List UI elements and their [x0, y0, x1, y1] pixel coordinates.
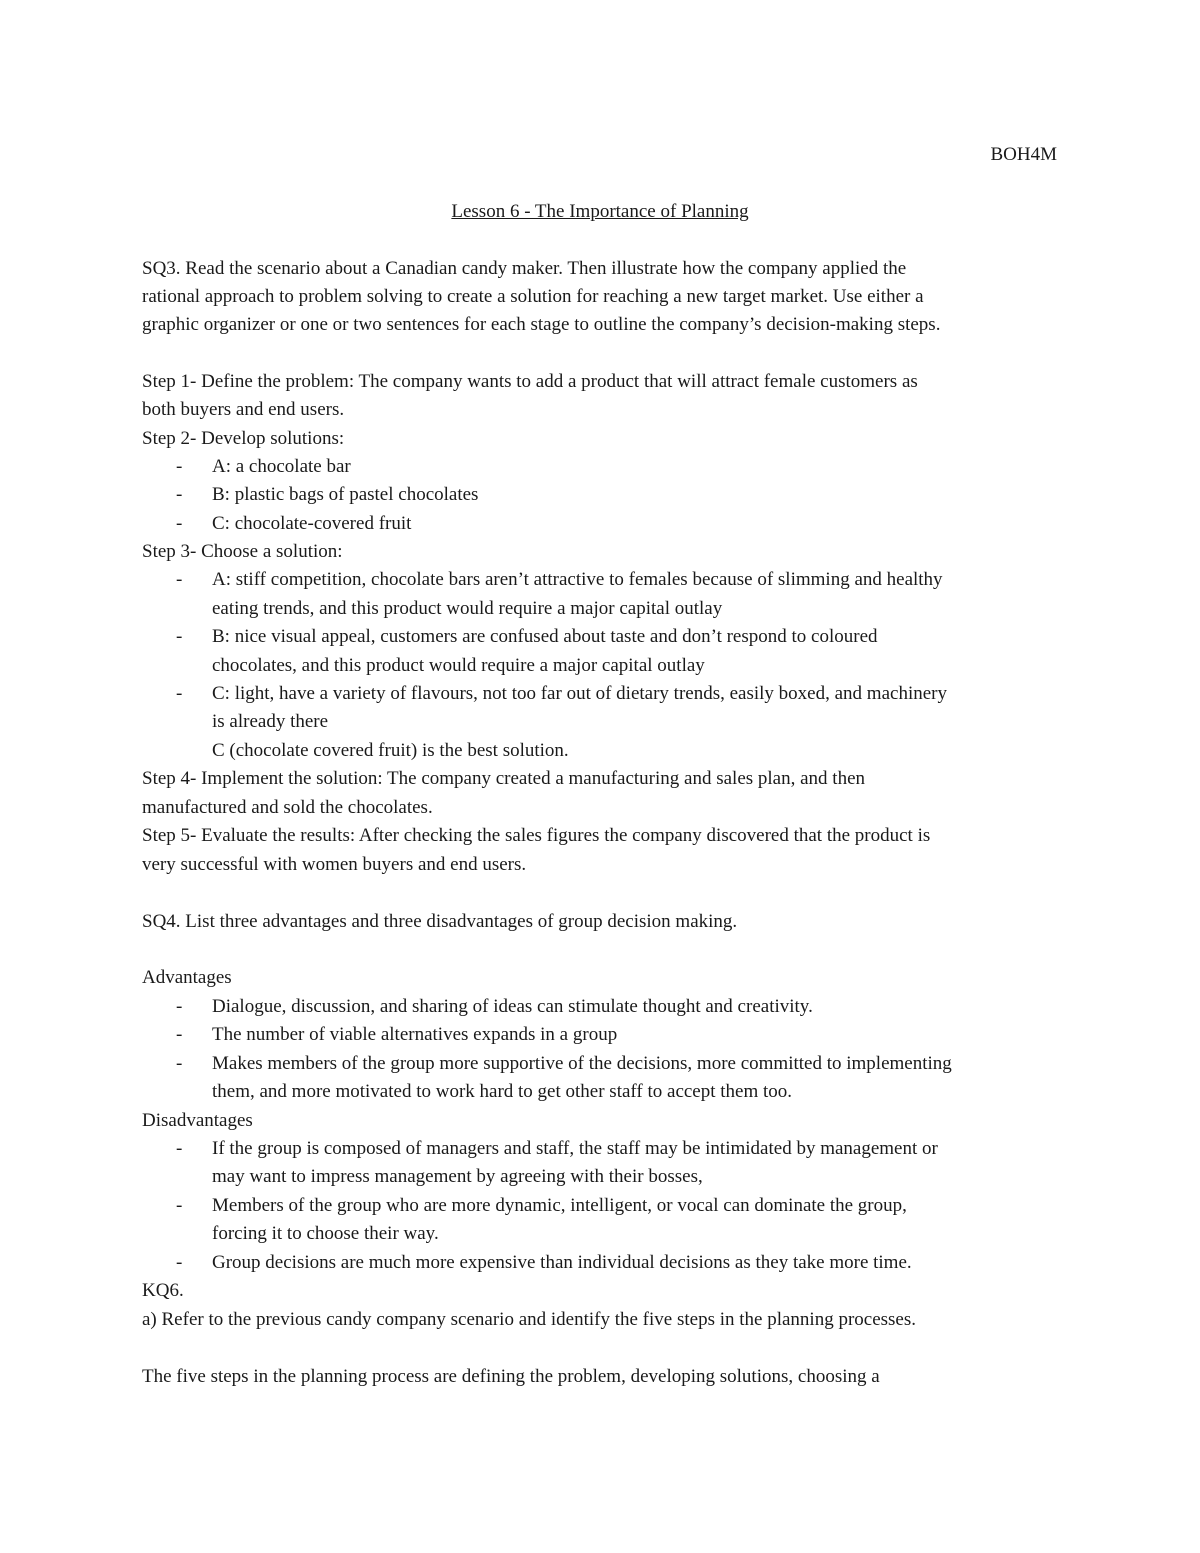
disadvantage-item-2-line-2: forcing it to choose their way. [212, 1223, 439, 1244]
lesson-title: Lesson 6 - The Importance of Planning [451, 201, 749, 222]
sq3-question-line-3: graphic organizer or one or two sentences for each stage to outline the company’s decision-making steps. [142, 314, 941, 335]
step2-item-a: A: a chocolate bar [212, 456, 351, 477]
step3-item-a-line-1: A: stiff competition, chocolate bars aren’t attractive to females because of slimming and healthy [212, 569, 943, 590]
list-bullet: - [176, 626, 183, 647]
kq6-answer-start: The five steps in the planning process are defining the problem, developing solutions, choosing a [142, 1366, 880, 1387]
step3-item-b-line-1: B: nice visual appeal, customers are confused about taste and don’t respond to coloured [212, 626, 878, 647]
step2-item-c: C: chocolate-covered fruit [212, 513, 412, 534]
sq3-question-line-2: rational approach to problem solving to create a solution for reaching a new target market. Use either a [142, 286, 924, 307]
step3-item-c-line-1: C: light, have a variety of flavours, not too far out of dietary trends, easily boxed, and machinery [212, 683, 947, 704]
advantage-item-3-line-1: Makes members of the group more supportive of the decisions, more committed to implementing [212, 1053, 952, 1074]
step1-line-1: Step 1- Define the problem: The company wants to add a product that will attract female customers as [142, 371, 918, 392]
advantage-item-1: Dialogue, discussion, and sharing of ideas can stimulate thought and creativity. [212, 996, 813, 1017]
advantages-heading: Advantages [142, 967, 232, 988]
list-bullet: - [176, 456, 183, 477]
disadvantages-heading: Disadvantages [142, 1110, 253, 1131]
list-bullet: - [176, 1138, 183, 1159]
step5-line-2: very successful with women buyers and end users. [142, 854, 527, 875]
step3-item-b-line-2: chocolates, and this product would require a major capital outlay [212, 655, 705, 676]
list-bullet: - [176, 1024, 183, 1045]
disadvantage-item-2-line-1: Members of the group who are more dynamic, intelligent, or vocal can dominate the group, [212, 1195, 907, 1216]
step4-line-2: manufactured and sold the chocolates. [142, 797, 433, 818]
course-code: BOH4M [990, 144, 1057, 165]
step3-item-c-line-2: is already there [212, 711, 329, 732]
disadvantage-item-1-line-1: If the group is composed of managers and staff, the staff may be intimidated by management or [212, 1138, 938, 1159]
list-bullet: - [176, 996, 183, 1017]
kq6-label: KQ6. [142, 1280, 184, 1301]
list-bullet: - [176, 1252, 183, 1273]
advantage-item-3-line-2: them, and more motivated to work hard to get other staff to accept them too. [212, 1081, 793, 1102]
list-bullet: - [176, 569, 183, 590]
sq4-question: SQ4. List three advantages and three disadvantages of group decision making. [142, 911, 738, 932]
step3-item-a-line-2: eating trends, and this product would require a major capital outlay [212, 598, 723, 619]
list-bullet: - [176, 484, 183, 505]
kq6-question-a: a) Refer to the previous candy company scenario and identify the five steps in the planning processes. [142, 1309, 917, 1330]
step3-conclusion: C (chocolate covered fruit) is the best solution. [212, 740, 569, 761]
disadvantage-item-1-line-2: may want to impress management by agreeing with their bosses, [212, 1166, 703, 1187]
list-bullet: - [176, 1195, 183, 1216]
step4-line-1: Step 4- Implement the solution: The company created a manufacturing and sales plan, and then [142, 768, 866, 789]
step2-item-b: B: plastic bags of pastel chocolates [212, 484, 479, 505]
advantage-item-2: The number of viable alternatives expands in a group [212, 1024, 618, 1045]
sq3-question-line-1: SQ3. Read the scenario about a Canadian candy maker. Then illustrate how the company applied the [142, 258, 907, 279]
list-bullet: - [176, 513, 183, 534]
list-bullet: - [176, 1053, 183, 1074]
step1-line-2: both buyers and end users. [142, 399, 345, 420]
step5-line-1: Step 5- Evaluate the results: After checking the sales figures the company discovered that the product is [142, 825, 931, 846]
disadvantage-item-3: Group decisions are much more expensive than individual decisions as they take more time. [212, 1252, 912, 1273]
step3-heading: Step 3- Choose a solution: [142, 541, 343, 562]
list-bullet: - [176, 683, 183, 704]
step2-heading: Step 2- Develop solutions: [142, 428, 345, 449]
